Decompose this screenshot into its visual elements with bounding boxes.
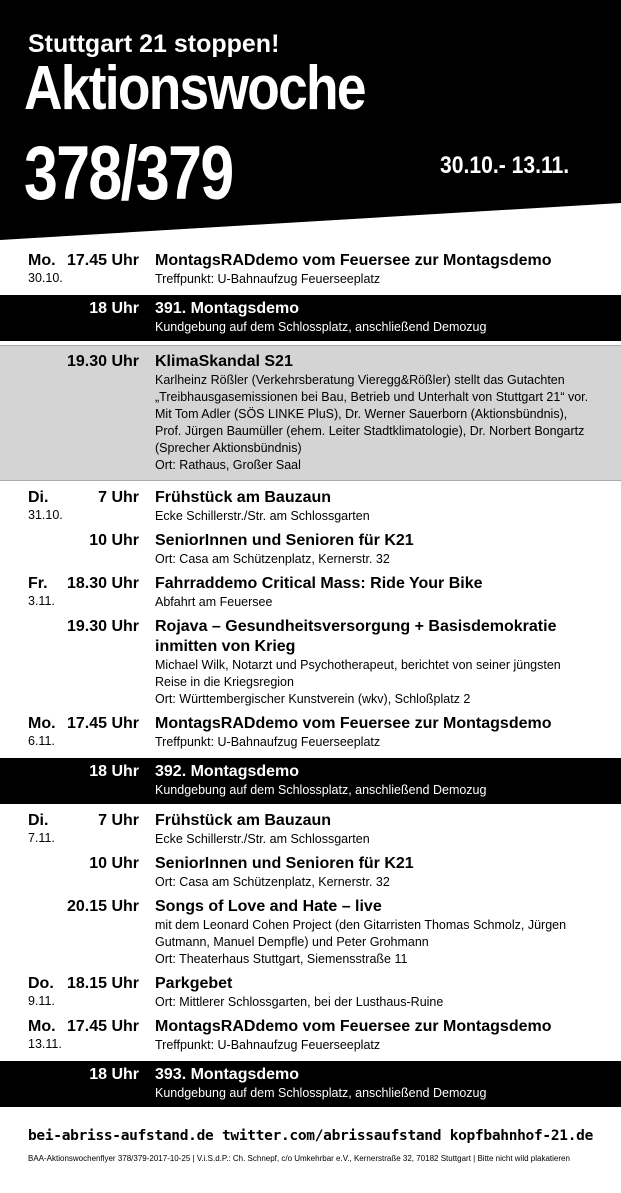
- event-description: Ort: Rathaus, Großer Saal: [155, 458, 301, 472]
- event-content: [155, 531, 595, 568]
- footer-link[interactable]: bei-abriss-aufstand.de: [28, 1128, 214, 1144]
- event-entry: [0, 571, 621, 614]
- event-time: 17.45 Uhr: [66, 715, 139, 732]
- event-time: 18.15 Uhr: [66, 975, 139, 992]
- event-content: [155, 352, 595, 474]
- event-time: 18 Uhr: [89, 763, 139, 780]
- event-description: Ort: Casa am Schützenplatz, Kernerstr. 32: [155, 552, 390, 566]
- event-description: Ort: Mittlerer Schlossgarten, bei der Lusthaus-Ruine: [155, 995, 444, 1009]
- event-description: Ecke Schillerstr./Str. am Schlossgarten: [155, 509, 370, 523]
- event-title: KlimaSkandal S21: [155, 353, 293, 370]
- event-title: Rojava – Gesundheitsversorgung + Basisdemokratie inmitten von Krieg: [155, 618, 557, 655]
- event-content: [155, 617, 595, 708]
- event-time: 17.45 Uhr: [66, 1018, 139, 1035]
- event-day: Di.: [28, 812, 49, 829]
- event-entry: [0, 1014, 621, 1057]
- header-subtitle: Stuttgart 21 stoppen!: [28, 30, 280, 58]
- event-title: Frühstück am Bauzaun: [155, 489, 332, 506]
- header-dates: 30.10.- 13.11.: [440, 152, 570, 179]
- event-title: 393. Montagsdemo: [155, 1066, 300, 1083]
- event-title: MontagsRADdemo vom Feuersee zur Montagsdemo: [155, 715, 552, 732]
- event-date: 7.11.: [28, 831, 55, 845]
- event-day: Mo.: [28, 252, 56, 269]
- event-entry: [0, 851, 621, 894]
- event-entry: [0, 295, 621, 341]
- header-banner: [0, 0, 621, 240]
- event-entry: [0, 711, 621, 754]
- event-entry: [0, 345, 621, 481]
- event-description: Ort: Casa am Schützenplatz, Kernerstr. 32: [155, 875, 390, 889]
- event-description: Ecke Schillerstr./Str. am Schlossgarten: [155, 832, 370, 846]
- event-day: Mo.: [28, 1018, 56, 1035]
- imprint: BAA-Aktionswochenflyer 378/379-2017-10-25 | V.i.S.d.P.: Ch. Schnepf, c/o Umkehrbar e.V., Kernerstraße 32, 70182 Stuttgart | Bitte nicht wild plakatieren: [28, 1154, 570, 1163]
- event-date: 30.10.: [28, 271, 63, 285]
- event-content: [155, 762, 595, 799]
- event-content: [155, 488, 595, 525]
- event-description: Karlheinz Rößler (Verkehrsberatung Vieregg&Rößler) stellt das Gutachten „Treibhausgasemissionen bei Bau, Betrieb und Unterhalt von Stuttgart 21“ vor. Mit Tom Adler (SÖS LINKE PluS), Dr. Werner Sauerborn (Aktionsbündnis), Prof. Jürgen Baumüller (ehem. Leiter Stadtklimatologie), Dr. Norbert Bongartz (Sprecher Aktionsbündnis): [155, 373, 589, 455]
- event-content: [155, 299, 595, 336]
- event-content: [155, 854, 595, 891]
- event-entry: [0, 248, 621, 291]
- event-description: Kundgebung auf dem Schlossplatz, anschließend Demozug: [155, 1086, 487, 1100]
- event-description: Treffpunkt: U-Bahnaufzug Feuerseeplatz: [155, 1038, 381, 1052]
- event-time: 18 Uhr: [89, 1066, 139, 1083]
- event-day: Di.: [28, 489, 49, 506]
- event-entry: [0, 528, 621, 571]
- event-title: Songs of Love and Hate – live: [155, 898, 382, 915]
- event-description: Michael Wilk, Notarzt und Psychotherapeut, berichtet von seiner jüngsten Reise in die Kriegsregion: [155, 658, 561, 689]
- event-description: Treffpunkt: U-Bahnaufzug Feuerseeplatz: [155, 735, 381, 749]
- event-entry: [0, 758, 621, 804]
- event-time: 19.30 Uhr: [66, 353, 139, 370]
- event-title: 391. Montagsdemo: [155, 300, 300, 317]
- event-date: 9.11.: [28, 994, 55, 1008]
- event-entry: [0, 808, 621, 851]
- header-number: 378/379: [24, 131, 233, 216]
- event-content: [155, 714, 595, 751]
- footer-links: [28, 1128, 593, 1144]
- event-description: Kundgebung auf dem Schlossplatz, anschließend Demozug: [155, 783, 487, 797]
- event-time: 10 Uhr: [89, 855, 139, 872]
- event-date: 31.10.: [28, 508, 63, 522]
- event-description: Ort: Württembergischer Kunstverein (wkv), Schloßplatz 2: [155, 692, 471, 706]
- event-content: [155, 811, 595, 848]
- event-description: mit dem Leonard Cohen Project (den Gitarristen Thomas Schmolz, Jürgen Gutmann, Manuel Dempfle) und Peter Grohmann: [155, 918, 567, 949]
- event-time: 20.15 Uhr: [66, 898, 139, 915]
- event-content: [155, 1065, 595, 1102]
- event-description: Ort: Theaterhaus Stuttgart, Siemensstraße 11: [155, 952, 408, 966]
- event-content: [155, 897, 595, 968]
- event-entry: [0, 971, 621, 1014]
- event-title: SeniorInnen und Senioren für K21: [155, 855, 414, 872]
- event-entry: [0, 614, 621, 711]
- footer-link[interactable]: kopfbahnhof-21.de: [449, 1128, 593, 1144]
- event-time: 7 Uhr: [98, 812, 139, 829]
- event-time: 10 Uhr: [89, 532, 139, 549]
- event-time: 7 Uhr: [98, 489, 139, 506]
- footer-link[interactable]: twitter.com/abrissaufstand: [221, 1128, 442, 1144]
- event-time: 19.30 Uhr: [66, 618, 139, 635]
- event-title: 392. Montagsdemo: [155, 763, 300, 780]
- event-description: Kundgebung auf dem Schlossplatz, anschließend Demozug: [155, 320, 487, 334]
- event-entry: [0, 894, 621, 971]
- event-description: Treffpunkt: U-Bahnaufzug Feuerseeplatz: [155, 272, 381, 286]
- header-title: Aktionswoche: [24, 54, 365, 123]
- event-entry: [0, 1061, 621, 1107]
- event-day: Mo.: [28, 715, 56, 732]
- event-date: 13.11.: [28, 1037, 62, 1051]
- event-content: [155, 1017, 595, 1054]
- event-title: Frühstück am Bauzaun: [155, 812, 332, 829]
- event-list: [0, 248, 621, 1111]
- event-content: [155, 251, 595, 288]
- event-title: SeniorInnen und Senioren für K21: [155, 532, 414, 549]
- event-content: [155, 974, 595, 1011]
- event-title: MontagsRADdemo vom Feuersee zur Montagsdemo: [155, 1018, 552, 1035]
- event-title: Fahrraddemo Critical Mass: Ride Your Bike: [155, 575, 483, 592]
- event-day: Do.: [28, 975, 54, 992]
- event-content: [155, 574, 595, 611]
- event-title: MontagsRADdemo vom Feuersee zur Montagsdemo: [155, 252, 552, 269]
- event-time: 17.45 Uhr: [66, 252, 139, 269]
- event-description: Abfahrt am Feuersee: [155, 595, 273, 609]
- event-date: 6.11.: [28, 734, 55, 748]
- event-title: Parkgebet: [155, 975, 233, 992]
- event-day: Fr.: [28, 575, 48, 592]
- event-entry: [0, 485, 621, 528]
- event-time: 18 Uhr: [89, 300, 139, 317]
- event-time: 18.30 Uhr: [66, 575, 139, 592]
- event-date: 3.11.: [28, 594, 55, 608]
